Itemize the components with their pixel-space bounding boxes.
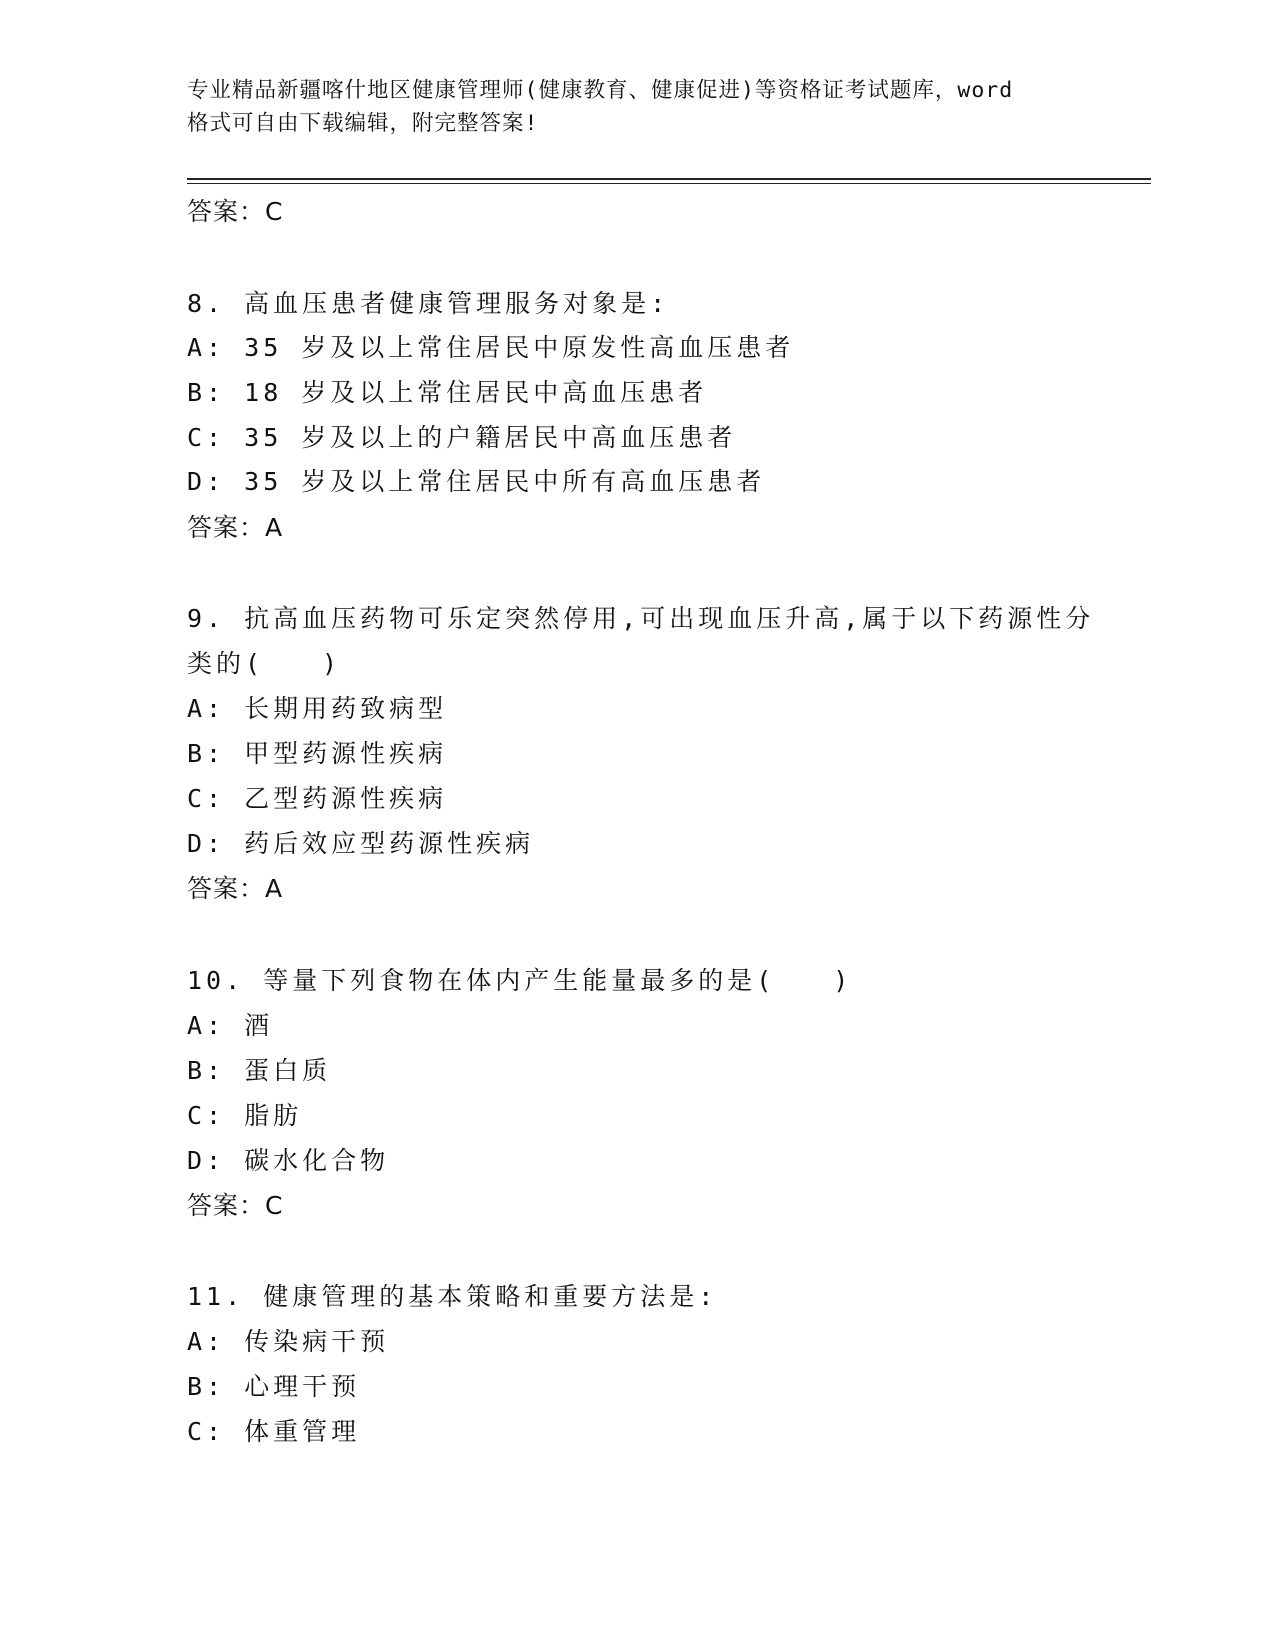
answer-line: 答案：C — [187, 1191, 284, 1220]
question-stem: 8. 高血压患者健康管理服务对象是: — [187, 289, 670, 318]
question-stem: 9. 抗高血压药物可乐定突然停用,可出现血压升高,属于以下药源性分 — [187, 604, 1095, 633]
header-divider — [187, 178, 1151, 180]
option-b: B: 甲型药源性疾病 — [187, 739, 448, 768]
option-d: D: 碳水化合物 — [187, 1146, 390, 1175]
option-a: A: 酒 — [187, 1011, 274, 1040]
option-b: B: 蛋白质 — [187, 1056, 332, 1085]
option-c: C: 脂肪 — [187, 1101, 303, 1130]
answer-line: 答案：A — [187, 513, 284, 542]
question-stem-continued: 类的( ) — [187, 649, 342, 678]
option-d: D: 35 岁及以上常住居民中所有高血压患者 — [187, 467, 766, 496]
option-b: B: 心理干预 — [187, 1372, 361, 1401]
question-stem: 10. 等量下列食物在体内产生能量最多的是( ) — [187, 966, 853, 995]
option-c: C: 体重管理 — [187, 1417, 361, 1446]
option-c: C: 乙型药源性疾病 — [187, 784, 448, 813]
option-b: B: 18 岁及以上常住居民中高血压患者 — [187, 378, 708, 407]
header-line-2: 格式可自由下载编辑，附完整答案! — [187, 111, 539, 136]
answer-line: 答案：A — [187, 874, 284, 903]
option-d: D: 药后效应型药源性疾病 — [187, 829, 535, 858]
question-stem: 11. 健康管理的基本策略和重要方法是: — [187, 1282, 718, 1311]
header-divider-thin — [187, 183, 1151, 184]
header-line-1: 专业精品新疆喀什地区健康管理师(健康教育、健康促进)等资格证考试题库，word — [187, 78, 1014, 103]
document-header — [187, 74, 1087, 140]
answer-line: 答案：C — [187, 197, 284, 226]
option-a: A: 传染病干预 — [187, 1327, 390, 1356]
option-a: A: 长期用药致病型 — [187, 694, 448, 723]
option-c: C: 35 岁及以上的户籍居民中高血压患者 — [187, 423, 737, 452]
option-a: A: 35 岁及以上常住居民中原发性高血压患者 — [187, 333, 795, 362]
